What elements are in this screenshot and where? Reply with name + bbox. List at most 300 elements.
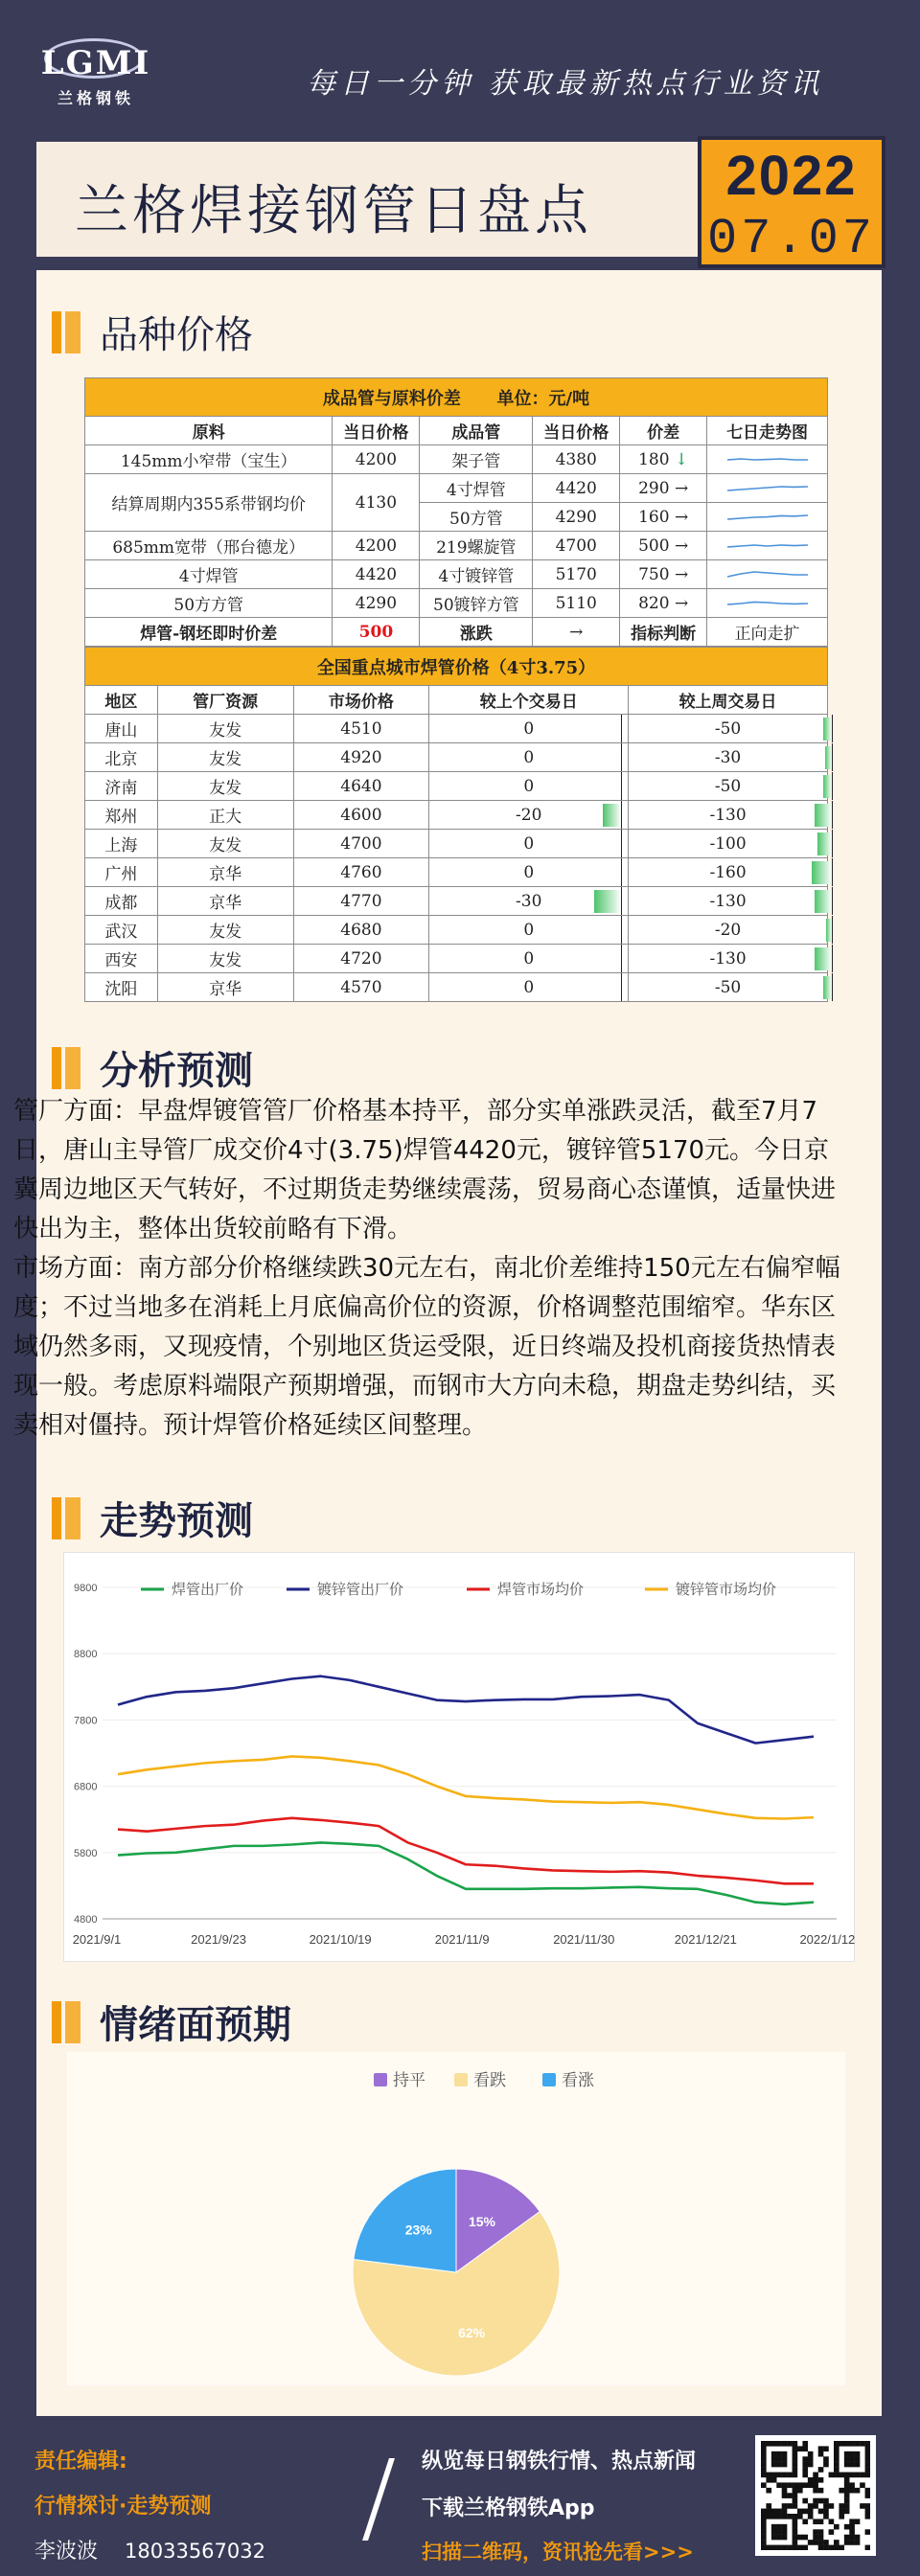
bar-axis	[832, 916, 833, 944]
bar-axis	[621, 772, 622, 800]
table-row	[85, 445, 828, 474]
qr-module	[793, 2446, 798, 2451]
qr-module	[766, 2441, 771, 2447]
day-change-cell	[429, 772, 629, 801]
section-marker-icon	[52, 311, 61, 353]
footer-editor	[34, 2445, 265, 2565]
qr-module	[793, 2493, 798, 2498]
price-tables	[84, 377, 828, 1002]
qr-module	[761, 2535, 767, 2541]
day-change-cell	[429, 715, 629, 743]
qr-module	[802, 2462, 808, 2468]
qr-module	[761, 2524, 767, 2530]
bar-axis	[832, 772, 833, 800]
day-change-cell	[429, 916, 629, 945]
city-table-title: 全国重点城市焊管价格（4寸3.75）	[85, 648, 828, 686]
series-line	[118, 1818, 814, 1884]
logo-subtitle: 兰格钢铁	[57, 89, 134, 107]
series-line	[118, 1842, 814, 1904]
city-table-header-row	[85, 686, 828, 715]
qr-module	[787, 2503, 793, 2509]
qr-module	[865, 2451, 870, 2457]
qr-module	[771, 2529, 777, 2535]
qr-module	[865, 2529, 870, 2535]
section-title-analysis: 分析预测	[100, 1049, 253, 1093]
qr-module	[865, 2441, 870, 2447]
qr-module	[829, 2529, 835, 2535]
qr-module	[787, 2545, 793, 2550]
qr-module	[802, 2509, 808, 2515]
qr-module	[782, 2503, 788, 2509]
editor-role: 行情探讨·走势预测	[34, 2495, 212, 2519]
qr-module	[818, 2509, 824, 2515]
bar-axis	[621, 858, 622, 886]
pie-slice-label: 15%	[468, 2214, 495, 2230]
change-bar	[603, 804, 621, 827]
qr-module	[834, 2456, 840, 2462]
change-bar	[815, 947, 832, 970]
mill-cell: 友发	[157, 743, 293, 772]
qr-module	[761, 2545, 767, 2550]
qr-module	[849, 2473, 855, 2478]
qr-module	[818, 2540, 824, 2545]
summary-value: 500	[333, 618, 420, 647]
promo-line-3[interactable]: 扫描二维码，资讯抢先看>>>	[422, 2541, 694, 2564]
change-value: -50	[714, 718, 742, 739]
sparkline-cell	[707, 445, 828, 474]
sentiment-pie-chart	[67, 2052, 845, 2385]
mill-cell: 京华	[157, 973, 293, 1002]
mill-cell: 正大	[157, 801, 293, 830]
change-value: 0	[523, 776, 535, 796]
qr-module	[813, 2540, 818, 2545]
qr-module	[865, 2456, 870, 2462]
column-header: 较上个交易日	[429, 686, 629, 715]
day-change-cell	[429, 830, 629, 858]
qr-module	[834, 2524, 840, 2530]
city-cell: 上海	[85, 830, 158, 858]
city-cell: 成都	[85, 887, 158, 916]
qr-module	[782, 2482, 788, 2488]
qr-module	[797, 2509, 803, 2515]
qr-module	[793, 2451, 798, 2457]
week-change-cell	[629, 830, 828, 858]
qr-module	[818, 2519, 824, 2524]
qr-module	[782, 2514, 788, 2519]
qr-module	[844, 2535, 850, 2541]
mill-cell: 友发	[157, 772, 293, 801]
qr-module	[793, 2514, 798, 2519]
product-cell: 架子管	[420, 445, 533, 474]
qr-module	[771, 2509, 777, 2515]
qr-module	[839, 2509, 844, 2515]
qr-module	[771, 2477, 777, 2483]
qr-module	[776, 2509, 782, 2515]
spread-value: 180	[638, 449, 675, 469]
page-title: 兰格焊接钢管日盘点	[75, 180, 592, 242]
material-price-cell: 4200	[333, 532, 420, 560]
city-cell: 北京	[85, 743, 158, 772]
product-cell: 50镀锌方管	[420, 589, 533, 618]
qr-module	[766, 2477, 771, 2483]
qr-module	[855, 2519, 861, 2524]
qr-module	[761, 2509, 767, 2515]
qr-module	[823, 2540, 829, 2545]
week-change-cell	[629, 772, 828, 801]
qr-module	[776, 2524, 782, 2530]
qr-module	[849, 2540, 855, 2545]
qr-code-graphic	[761, 2441, 870, 2550]
legend-label: 焊管出厂价	[172, 1581, 244, 1598]
sparkline-line	[727, 545, 808, 547]
qr-module	[782, 2473, 788, 2478]
analysis-text	[13, 1092, 847, 1446]
arrow-right-icon: →	[674, 536, 689, 556]
sparkline-cell	[707, 560, 828, 589]
material-cell: 50方方管	[85, 589, 333, 618]
column-header: 当日价格	[333, 417, 420, 445]
qr-module	[802, 2545, 808, 2550]
qr-module	[823, 2462, 829, 2468]
qr-module	[782, 2488, 788, 2494]
qr-module	[782, 2529, 788, 2535]
qr-module	[782, 2451, 788, 2457]
qr-module	[844, 2477, 850, 2483]
legend-label: 看跌	[473, 2071, 506, 2090]
qr-module	[782, 2462, 788, 2468]
city-cell: 武汉	[85, 916, 158, 945]
change-value: 0	[523, 833, 535, 854]
qr-module	[823, 2545, 829, 2550]
week-change-cell	[629, 715, 828, 743]
change-value: -30	[714, 747, 742, 767]
qr-module	[802, 2467, 808, 2473]
change-value: -160	[709, 862, 747, 882]
y-tick-label: 7800	[74, 1715, 98, 1727]
analysis-paragraph-mills: 管厂方面：早盘焊镀管管厂价格基本持平，部分实单涨跌灵活，截至7月7日，唐山主导管厂成交价4寸(3.75)焊管4420元，镀锌管5170元。今日京冀周边地区天气转好，不过期货走势继续震荡，贸易商心态谨慎，适量快进快出为主，整体出货较前略有下滑。	[13, 1097, 837, 1243]
product-price-cell: 4420	[533, 474, 620, 503]
mill-cell: 友发	[157, 830, 293, 858]
qr-module	[808, 2509, 814, 2515]
y-tick-label: 4800	[74, 1914, 98, 1926]
qr-module	[808, 2514, 814, 2519]
section-title-price: 品种价格	[100, 313, 253, 357]
qr-module	[818, 2477, 824, 2483]
qr-module	[771, 2514, 777, 2519]
city-cell: 郑州	[85, 801, 158, 830]
material-cell: 685mm宽带（邢台德龙）	[85, 532, 333, 560]
x-tick-label: 2021/12/21	[674, 1932, 737, 1947]
qr-module	[823, 2446, 829, 2451]
mill-cell: 友发	[157, 916, 293, 945]
section-marker-icon	[52, 1497, 61, 1539]
section-title-trend: 走势预测	[100, 1499, 253, 1543]
qr-module	[808, 2451, 814, 2457]
spread-cell	[620, 560, 707, 589]
week-change-cell	[629, 973, 828, 1002]
product-price-cell: 4290	[533, 503, 620, 532]
qr-module	[808, 2462, 814, 2468]
table-row	[85, 589, 828, 618]
week-change-cell	[629, 887, 828, 916]
product-cell: 50方管	[420, 503, 533, 532]
lgmi-logo[interactable]	[38, 38, 153, 107]
sparkline-cell	[707, 589, 828, 618]
change-value: 0	[523, 747, 535, 767]
change-value: 0	[523, 920, 535, 940]
summary-label: 焊管-钢坯即时价差	[85, 618, 333, 647]
y-tick-label: 5800	[74, 1847, 98, 1859]
qr-module	[844, 2503, 850, 2509]
bar-axis	[621, 801, 622, 829]
trend-line-chart	[63, 1552, 855, 1962]
change-value: 0	[523, 862, 535, 882]
product-cell: 4寸焊管	[420, 474, 533, 503]
qr-module	[802, 2473, 808, 2478]
qr-module	[855, 2488, 861, 2494]
qr-module	[844, 2509, 850, 2515]
spread-cell	[620, 589, 707, 618]
footer	[0, 2416, 920, 2576]
sparkline-line	[727, 515, 808, 519]
x-tick-label: 2022/1/12	[799, 1932, 856, 1947]
qr-module	[865, 2493, 870, 2498]
column-header: 价差	[620, 417, 707, 445]
change-value: -130	[709, 891, 747, 911]
sparkline-cell	[707, 532, 828, 560]
table-row	[85, 743, 828, 772]
bar-axis	[832, 715, 833, 742]
bar-axis	[621, 715, 622, 742]
qr-module	[855, 2473, 861, 2478]
week-change-cell	[629, 916, 828, 945]
table-row	[85, 474, 828, 503]
qr-module	[844, 2482, 850, 2488]
qr-module	[802, 2498, 808, 2504]
city-cell: 沈阳	[85, 973, 158, 1002]
qr-module	[834, 2451, 840, 2457]
qr-module	[776, 2456, 782, 2462]
qr-module	[865, 2446, 870, 2451]
spread-value: 500	[638, 536, 675, 556]
product-price-cell: 4700	[533, 532, 620, 560]
qr-module	[793, 2529, 798, 2535]
table-row	[85, 715, 828, 743]
spread-table	[84, 377, 828, 647]
change-value: -50	[714, 977, 742, 997]
mill-cell: 京华	[157, 858, 293, 887]
day-change-cell	[429, 858, 629, 887]
product-cell: 219螺旋管	[420, 532, 533, 560]
promo-line-2[interactable]: 下载兰格钢铁App	[422, 2496, 595, 2520]
legend-swatch	[454, 2073, 468, 2086]
qr-code-icon[interactable]	[755, 2435, 876, 2556]
change-value: 0	[523, 718, 535, 739]
qr-module	[818, 2488, 824, 2494]
change-value: 0	[523, 948, 535, 969]
change-value: -50	[714, 776, 742, 796]
qr-module	[829, 2519, 835, 2524]
bar-axis	[621, 973, 622, 1001]
qr-module	[823, 2509, 829, 2515]
week-change-cell	[629, 743, 828, 772]
table-row	[85, 887, 828, 916]
sparkline-chart	[722, 536, 814, 556]
qr-module	[787, 2493, 793, 2498]
qr-module	[844, 2441, 850, 2447]
bar-axis	[832, 830, 833, 857]
qr-module	[849, 2441, 855, 2447]
qr-module	[782, 2524, 788, 2530]
qr-module	[771, 2535, 777, 2541]
qr-module	[813, 2529, 818, 2535]
material-price-cell: 4200	[333, 445, 420, 474]
qr-module	[844, 2451, 850, 2457]
qr-module	[855, 2535, 861, 2541]
qr-module	[813, 2535, 818, 2541]
y-tick-label: 9800	[74, 1583, 98, 1594]
qr-module	[761, 2446, 767, 2451]
qr-module	[844, 2456, 850, 2462]
mill-cell: 京华	[157, 887, 293, 916]
price-cell: 4760	[293, 858, 429, 887]
qr-module	[865, 2467, 870, 2473]
sparkline-line	[727, 459, 808, 460]
qr-module	[761, 2462, 767, 2468]
qr-module	[797, 2488, 803, 2494]
qr-module	[793, 2498, 798, 2504]
qr-module	[761, 2451, 767, 2457]
legend-label: 焊管市场均价	[497, 1581, 585, 1598]
x-tick-label: 2021/11/30	[553, 1932, 615, 1947]
qr-module	[761, 2441, 767, 2447]
spread-value: 290	[638, 478, 675, 498]
qr-module	[865, 2545, 870, 2550]
promo-line-1: 纵览每日钢铁行情、热点新闻	[422, 2450, 697, 2473]
price-cell: 4570	[293, 973, 429, 1002]
qr-module	[776, 2545, 782, 2550]
qr-module	[793, 2535, 798, 2541]
qr-module	[787, 2514, 793, 2519]
bar-axis	[832, 743, 833, 771]
series-line	[118, 1756, 814, 1818]
column-header: 较上周交易日	[629, 686, 828, 715]
price-cell: 4920	[293, 743, 429, 772]
qr-module	[829, 2473, 835, 2478]
qr-module	[865, 2473, 870, 2478]
qr-module	[761, 2482, 767, 2488]
qr-module	[782, 2509, 788, 2515]
city-cell: 广州	[85, 858, 158, 887]
day-change-cell	[429, 973, 629, 1002]
price-cell: 4680	[293, 916, 429, 945]
change-bar	[812, 861, 833, 884]
date-day: 07.07	[706, 211, 877, 267]
qr-module	[839, 2514, 844, 2519]
qr-module	[793, 2540, 798, 2545]
qr-module	[761, 2540, 767, 2545]
sparkline-chart	[722, 508, 814, 527]
editor-phone[interactable]: 18033567032	[125, 2540, 265, 2563]
qr-module	[844, 2493, 850, 2498]
qr-module	[797, 2446, 803, 2451]
qr-module	[834, 2545, 840, 2550]
x-tick-label: 2021/11/9	[434, 1932, 490, 1947]
table-row	[85, 916, 828, 945]
qr-module	[766, 2473, 771, 2478]
price-cell: 4720	[293, 945, 429, 973]
qr-module	[771, 2451, 777, 2457]
legend-swatch	[374, 2073, 387, 2086]
qr-module	[813, 2488, 818, 2494]
sparkline-cell	[707, 503, 828, 532]
qr-module	[766, 2488, 771, 2494]
qr-module	[813, 2503, 818, 2509]
sparkline-chart	[722, 479, 814, 498]
qr-module	[808, 2503, 814, 2509]
qr-module	[793, 2524, 798, 2530]
table-row	[85, 532, 828, 560]
section-marker-icon	[65, 1497, 80, 1539]
qr-module	[797, 2535, 803, 2541]
qr-module	[761, 2467, 767, 2473]
sentiment-pie-chart-svg	[67, 2052, 845, 2385]
spread-table-title	[85, 378, 828, 417]
section-header-price	[52, 305, 253, 359]
qr-module	[865, 2514, 870, 2519]
arrow-right-icon: →	[674, 507, 689, 527]
qr-module	[797, 2514, 803, 2519]
column-header: 管厂资源	[157, 686, 293, 715]
qr-module	[776, 2529, 782, 2535]
bar-axis	[621, 743, 622, 771]
change-value: -20	[516, 805, 542, 825]
qr-module	[834, 2540, 840, 2545]
qr-module	[844, 2540, 850, 2545]
product-cell: 4寸镀锌管	[420, 560, 533, 589]
sparkline-line	[727, 602, 808, 604]
column-header: 成品管	[420, 417, 533, 445]
series-line	[118, 1676, 814, 1744]
qr-module	[808, 2456, 814, 2462]
qr-module	[823, 2498, 829, 2504]
bar-axis	[832, 945, 833, 972]
section-header-analysis	[52, 1040, 253, 1095]
qr-module	[849, 2524, 855, 2530]
qr-module	[855, 2462, 861, 2468]
price-cell: 4640	[293, 772, 429, 801]
editor-label: 责任编辑:	[34, 2450, 127, 2473]
qr-module	[793, 2503, 798, 2509]
change-bar	[823, 775, 833, 798]
material-price-cell: 4420	[333, 560, 420, 589]
qr-module	[793, 2441, 798, 2447]
city-cell: 济南	[85, 772, 158, 801]
spread-table-unit: 单位：元/吨	[496, 388, 590, 409]
day-change-cell	[429, 945, 629, 973]
qr-module	[844, 2462, 850, 2468]
qr-module	[849, 2535, 855, 2541]
bar-axis	[832, 801, 833, 829]
qr-module	[823, 2456, 829, 2462]
change-bar	[823, 718, 833, 741]
qr-module	[813, 2482, 818, 2488]
qr-module	[787, 2482, 793, 2488]
qr-module	[818, 2498, 824, 2504]
qr-module	[802, 2456, 808, 2462]
qr-module	[771, 2473, 777, 2478]
qr-module	[818, 2545, 824, 2550]
